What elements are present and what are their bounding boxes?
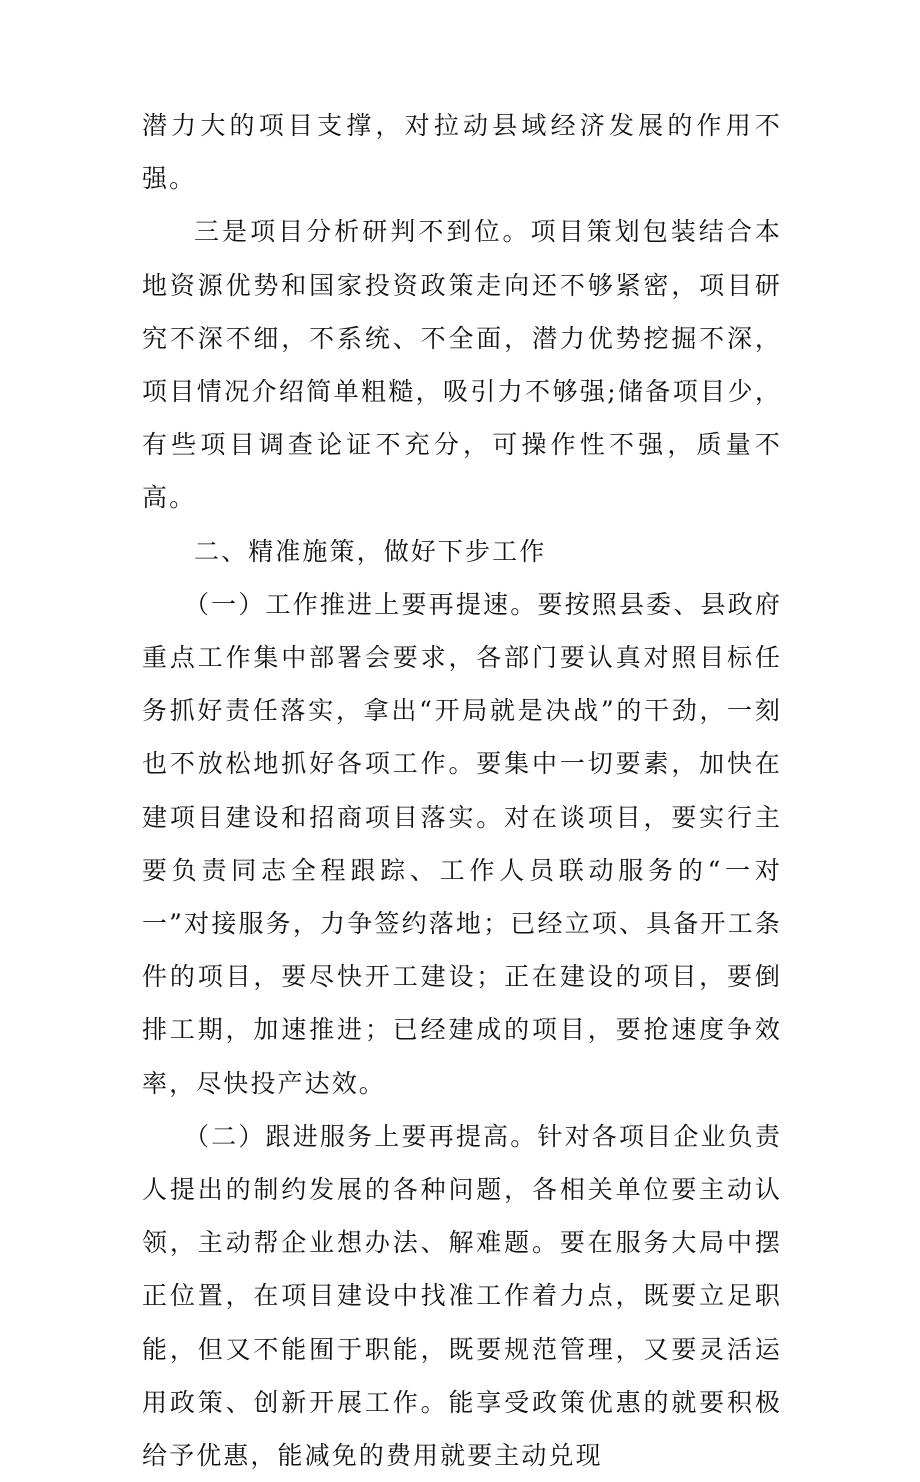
- paragraph-measure-one: （一）工作推进上要再提速。要按照县委、县政府重点工作集中部署会要求，各部门要认真对照目标任务抓好责任落实，拿出“开局就是决战”的干劲，一刻也不放松地抓好各项工作。要集中一切要素，加快在建项目建设和招商项目落实。对在谈项目，要实行主要负责同志全程跟踪、工作人员联动服务的“一对一”对接服务，力争签约落地；已经立项、具备开工条件的项目，要尽快开工建设；正在建设的项目，要倒排工期，加速推进；已经建成的项目，要抢速度争效率，尽快投产达效。: [142, 589, 782, 1098]
- section-heading-two: 二、精准施策，做好下步工作: [194, 536, 547, 566]
- paragraph-problem-three: 三是项目分析研判不到位。项目策划包装结合本地资源优势和国家投资政策走向还不够紧密，项目研究不深不细，不系统、不全面，潜力优势挖掘不深，项目情况介绍简单粗糙，吸引力不够强;储备项目少，有些项目调查论证不充分，可操作性不强，质量不高。: [142, 217, 782, 513]
- paragraph-measure-two: （二）跟进服务上要再提高。针对各项目企业负责人提出的制约发展的各种问题，各相关单位要主动认领，主动帮企业想办法、解难题。要在服务大局中摆正位置，在项目建设中找准工作着力点，既要立足职能，但又不能囿于职能，既要规范管理，又要灵活运用政策、创新开展工作。能享受政策优惠的就要积极给予优惠，能减免的费用就要主动兑现: [142, 1121, 782, 1471]
- document-body: [142, 99, 782, 1482]
- paragraph-continuation: 潜力大的项目支撑，对拉动县域经济发展的作用不强。: [142, 111, 782, 194]
